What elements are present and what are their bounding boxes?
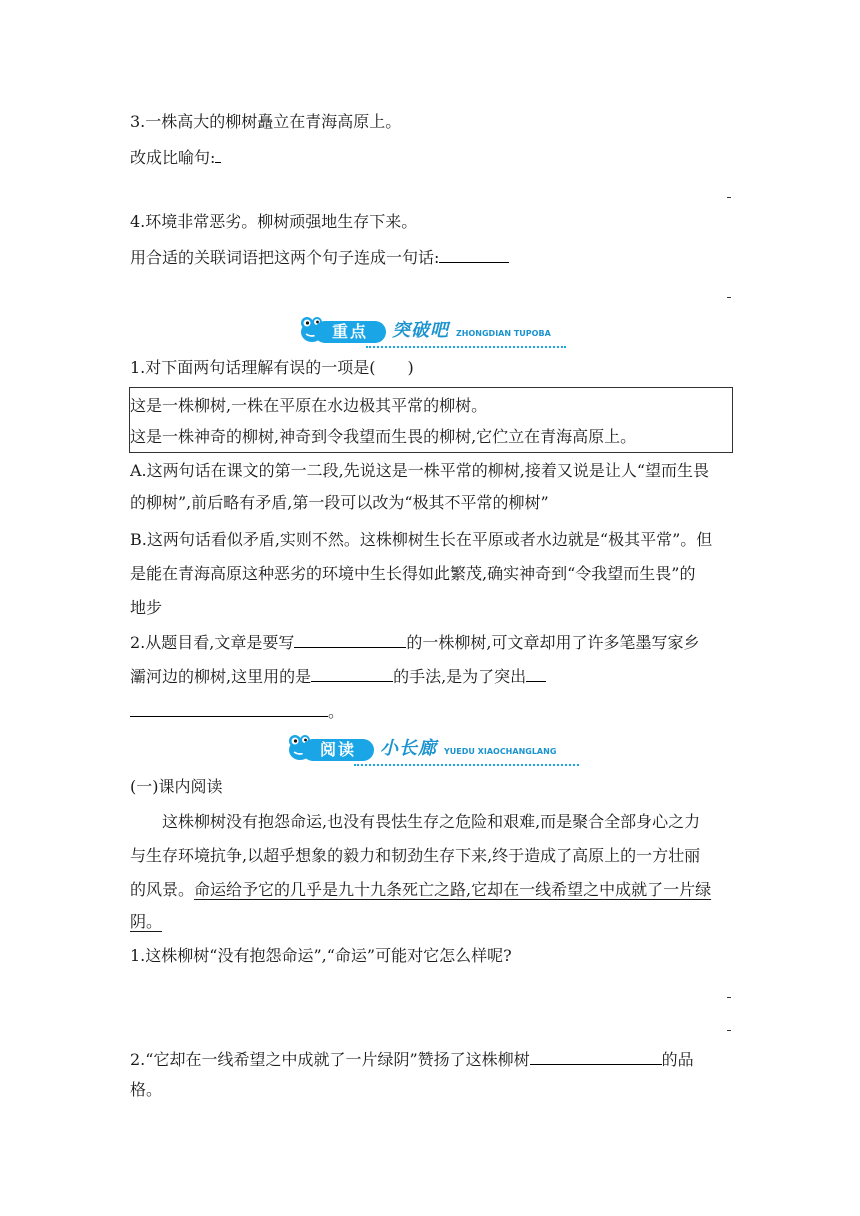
answer-line-marker bbox=[727, 1030, 731, 1031]
section1-question-1: 1.对下面两句话理解有误的一项是( ) bbox=[130, 358, 414, 377]
banner-title-main: 阅读 bbox=[320, 740, 357, 759]
section-banner-yuedu bbox=[284, 730, 579, 764]
question-4: 4.环境非常恶劣。柳树顽强地生存下来。 bbox=[130, 212, 418, 231]
banner-pinyin: ZHONGDIAN TUPOBA bbox=[456, 329, 551, 338]
question-text: 灞河边的柳树,这里用的是 bbox=[130, 667, 312, 686]
question-text: 的品 bbox=[661, 1050, 694, 1069]
quote-line-1: 这是一株柳树,一株在平原在水边极其平常的柳树。 bbox=[130, 396, 488, 415]
question-4-prompt bbox=[130, 246, 509, 268]
section1-question-2-cont bbox=[130, 665, 546, 687]
section2-question-1: 1.这株柳树“没有抱怨命运”,“命运”可能对它怎么样呢? bbox=[130, 946, 512, 965]
passage-underlined-text: 阴。 bbox=[130, 912, 163, 931]
question-3-prompt-text: 改成比喻句: bbox=[130, 148, 216, 167]
section2-question-2-cont: 格。 bbox=[130, 1080, 163, 1099]
option-b-line-1[interactable]: B.这两句话看似矛盾,实则不然。这株柳树生长在平原或者水边就是“极其平常”。但 bbox=[130, 530, 713, 549]
banner-dotted-line bbox=[354, 764, 579, 766]
option-b-line-3[interactable]: 地步 bbox=[130, 598, 163, 617]
passage-line-2: 与生存环境抗争,以超乎想象的毅力和韧劲生存下来,终于造成了高原上的一方壮丽 bbox=[130, 846, 701, 865]
option-a-line-1[interactable]: A.这两句话在课文的第一二段,先说这是一株平常的柳树,接着又说是让人“望而生畏 bbox=[130, 461, 709, 480]
banner-title-sub: 突破吧 bbox=[392, 320, 449, 341]
answer-blank[interactable] bbox=[311, 665, 393, 682]
banner-title-main: 重点 bbox=[332, 322, 369, 341]
passage-line-4 bbox=[130, 912, 162, 932]
section1-question-2 bbox=[130, 631, 699, 653]
section-banner-zhongdian bbox=[296, 312, 566, 346]
answer-blank[interactable] bbox=[526, 665, 546, 682]
answer-line-marker bbox=[727, 997, 731, 998]
option-a-line-2[interactable]: 的柳树”,前后略有矛盾,第一段可以改为“极其不平常的柳树” bbox=[130, 493, 549, 512]
section1-question-2-end bbox=[130, 700, 344, 722]
banner-pinyin: YUEDU XIAOCHANGLANG bbox=[444, 747, 557, 756]
question-text: 。 bbox=[328, 702, 345, 721]
question-4-prompt-text: 用合适的关联词语把这两个句子连成一句话: bbox=[130, 248, 440, 267]
banner-title-sub: 小长廊 bbox=[380, 738, 437, 759]
passage-underlined-text: 命运给予它的几乎是九十九条死亡之路,它却在一线希望之中成就了一片绿 bbox=[194, 880, 712, 899]
answer-line-marker bbox=[727, 197, 731, 198]
answer-line-marker bbox=[727, 297, 731, 298]
passage-line-3 bbox=[130, 880, 711, 900]
question-text: 的一株柳树,可文章却用了许多笔墨写家乡 bbox=[406, 633, 700, 652]
banner-dotted-line bbox=[366, 346, 566, 348]
question-text: 的手法,是为了突出 bbox=[393, 667, 527, 686]
question-3-prompt bbox=[130, 146, 221, 168]
answer-blank[interactable] bbox=[130, 700, 328, 717]
answer-blank[interactable] bbox=[530, 1048, 662, 1065]
passage-text: 的风景。 bbox=[130, 880, 195, 899]
answer-blank[interactable] bbox=[294, 631, 406, 648]
quote-line-2: 这是一株神奇的柳树,神奇到令我望而生畏的柳树,它伫立在青海高原上。 bbox=[130, 427, 637, 446]
passage-line-1: 这株柳树没有抱怨命运,也没有畏怯生存之危险和艰难,而是聚合全部身心之力 bbox=[162, 812, 701, 831]
question-text: 2.“它却在一线希望之中成就了一片绿阴”赞扬了这株柳树 bbox=[130, 1050, 530, 1069]
section2-question-2 bbox=[130, 1048, 694, 1070]
question-text: 2.从题目看,文章是要写 bbox=[130, 633, 295, 652]
section2-heading: (一)课内阅读 bbox=[130, 777, 223, 796]
question-3: 3.一株高大的柳树矗立在青海高原上。 bbox=[130, 112, 402, 131]
option-b-line-2[interactable]: 是能在青海高原这种恶劣的环境中生长得如此繁茂,确实神奇到“令我望而生畏”的 bbox=[130, 564, 696, 583]
answer-blank[interactable] bbox=[215, 146, 221, 163]
answer-blank[interactable] bbox=[439, 246, 509, 263]
